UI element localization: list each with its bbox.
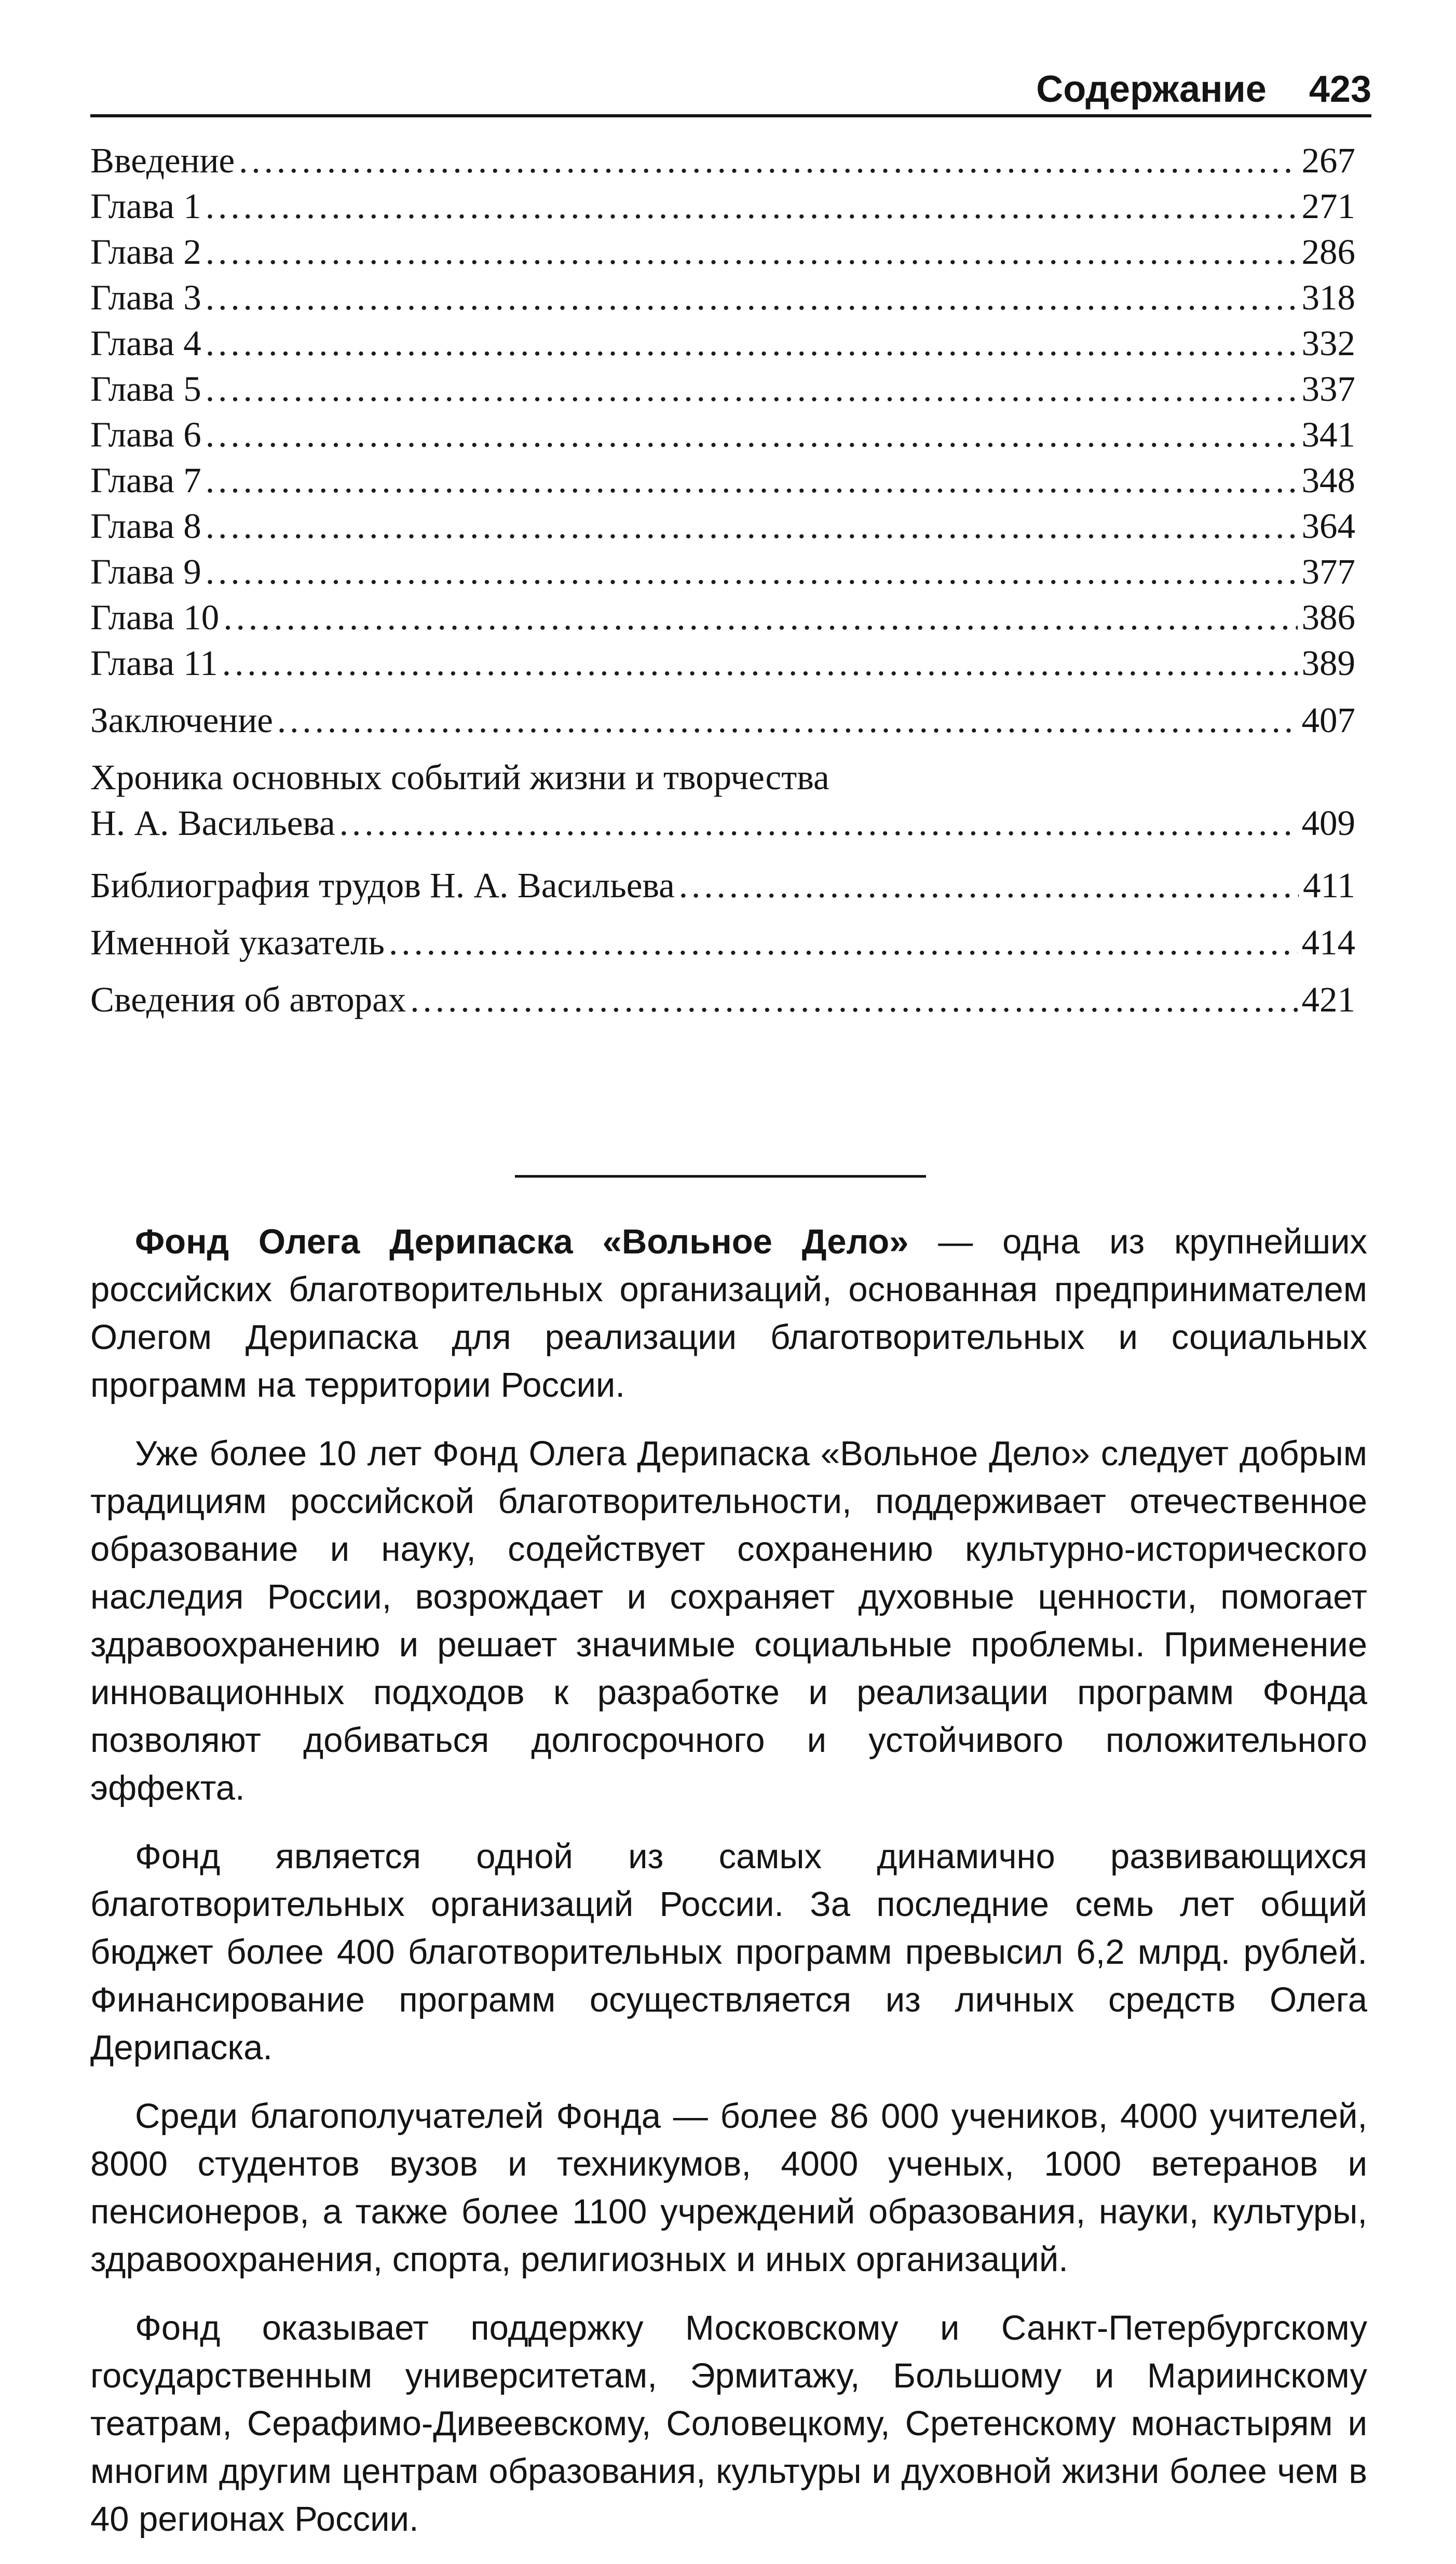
- toc-entry-chapter-3: [90, 275, 1355, 320]
- toc-dot-leader: [277, 697, 1298, 743]
- foundation-paragraph: Уже более 10 лет Фонд Олега Дерипаска «Вольное Дело» следует добрым традициям российской благотворительности, поддерживает отечественное образование и науку, содействует сохранению культурно-исторического наследия России, возрождает и сохраняет духовные ценности, помогает здравоохранению и решает значимые социальные проблемы. Применение инновационных подходов к разработке и реализации программ Фонда позволяют добиваться долгосрочного и устойчивого положительного эффекта.: [90, 1434, 1367, 1807]
- toc-dot-leader: [206, 229, 1298, 275]
- toc-dot-leader: [339, 800, 1298, 846]
- toc-entry-label: Глава 10: [90, 598, 220, 637]
- toc-entry-label: Библиография трудов Н. А. Васильева: [90, 866, 675, 905]
- toc-entry-chapter-2: [90, 229, 1355, 275]
- toc-dot-leader: [239, 138, 1297, 183]
- toc-dot-leader: [206, 457, 1298, 503]
- toc-entry-chapter-6: [90, 412, 1355, 457]
- toc-dot-leader: [206, 320, 1298, 366]
- table-of-contents: [90, 138, 1355, 1022]
- foundation-paragraph: Фонд оказывает поддержку Московскому и Санкт-Петербургскому государственным университетам, Эрмитажу, Большому и Мариинскому театрам, Серафимо-Дивеевскому, Соловецкому, Сретенскому монастырям и многим другим центрам образования, культуры и духовной жизни более чем в 40 регионах России.: [90, 2309, 1367, 2539]
- foundation-intro-text: — одна из крупнейших российских благотворительных организаций, основанная предпринимателем Олегом Дерипаска для реализации благотворительных и социальных программ на территории России.: [90, 1222, 1367, 1405]
- toc-dot-leader: [223, 595, 1297, 640]
- toc-spacer: [90, 908, 1355, 920]
- toc-dot-leader: [206, 503, 1298, 549]
- toc-entry-page: 337: [1301, 369, 1355, 409]
- toc-dot-leader: [222, 640, 1298, 686]
- toc-entry-chapter-5: [90, 366, 1355, 412]
- toc-dot-leader: [389, 920, 1297, 965]
- toc-entry-page: 271: [1301, 186, 1355, 226]
- toc-spacer: [90, 743, 1355, 754]
- toc-entry-page: 407: [1301, 700, 1355, 740]
- toc-entry-chapter-1: [90, 183, 1355, 229]
- toc-entry-label: Глава 2: [90, 232, 201, 272]
- toc-entry-page: 267: [1301, 141, 1355, 180]
- toc-dot-leader: [206, 183, 1298, 229]
- running-header-title: Содержание: [1036, 69, 1267, 110]
- toc-entry-label: Глава 3: [90, 278, 201, 317]
- toc-entry-page: 414: [1301, 923, 1355, 962]
- toc-entry-label: Именной указатель: [90, 923, 385, 962]
- running-header: [90, 62, 1371, 117]
- toc-entry-bibliography: [90, 862, 1355, 908]
- toc-entry-conclusion: [90, 697, 1355, 743]
- toc-spacer: [90, 965, 1355, 977]
- toc-dot-leader: [206, 549, 1298, 595]
- toc-entry-page: 411: [1303, 866, 1355, 905]
- toc-dot-leader: [206, 412, 1298, 457]
- toc-entry-label: Глава 8: [90, 506, 201, 546]
- page-number: 423: [1309, 69, 1371, 110]
- toc-entry-page: 318: [1301, 278, 1355, 317]
- toc-entry-chapter-10: [90, 595, 1355, 640]
- toc-entry-label: Глава 4: [90, 323, 201, 363]
- toc-entry-label: Глава 7: [90, 461, 201, 500]
- toc-entry-chronicle-last-line: [90, 800, 1355, 846]
- toc-entry-label: Глава 5: [90, 369, 201, 409]
- toc-entry-label: Заключение: [90, 700, 273, 740]
- toc-entry-about-authors: [90, 977, 1355, 1022]
- toc-entry-page: 348: [1301, 461, 1355, 500]
- toc-entry-label: Введение: [90, 141, 235, 180]
- toc-entry-page: 386: [1301, 598, 1355, 637]
- toc-entry-name-index: [90, 920, 1355, 965]
- section-separator-rule: [515, 1175, 926, 1178]
- toc-entry-chapter-4: [90, 320, 1355, 366]
- toc-entry-label: Глава 1: [90, 186, 201, 226]
- toc-spacer: [90, 846, 1355, 862]
- toc-entry-introduction: [90, 138, 1355, 183]
- toc-entry-chapter-9: [90, 549, 1355, 595]
- foundation-intro-paragraph: [90, 1218, 1367, 1409]
- toc-entry-page: 421: [1301, 980, 1355, 1019]
- toc-dot-leader: [206, 275, 1298, 320]
- toc-entry-label: Глава 11: [90, 643, 218, 683]
- foundation-name: Фонд Олега Дерипаска «Вольное Дело»: [135, 1222, 909, 1261]
- toc-entry-chapter-8: [90, 503, 1355, 549]
- toc-entry-page: 341: [1301, 415, 1355, 454]
- foundation-paragraph: Фонд является одной из самых динамично развивающихся благотворительных организаций России. За последние семь лет общий бюджет более 400 благотворительных программ превысил 6,2 млрд. рублей. Финансирование программ осуществляется из личных средств Олега Дерипаска.: [90, 1837, 1367, 2067]
- toc-entry-chronicle: [90, 754, 1355, 846]
- foundation-paragraph: Среди благополучателей Фонда — более 86 000 учеников, 4000 учителей, 8000 студентов вузов и техникумов, 4000 ученых, 1000 ветеранов и пенсионеров, а также более 1100 учреждений образования, науки, культуры, здравоохранения, спорта, религиозных и иных организаций.: [90, 2097, 1367, 2279]
- toc-entry-label: Глава 9: [90, 552, 201, 591]
- toc-dot-leader: [410, 977, 1297, 1022]
- toc-entry-page: 332: [1301, 323, 1355, 363]
- toc-entry-page: 286: [1301, 232, 1355, 272]
- toc-entry-chapter-11: [90, 640, 1355, 686]
- toc-entry-label: Сведения об авторах: [90, 980, 406, 1019]
- toc-entry-chapter-7: [90, 457, 1355, 503]
- toc-entry-page: 389: [1301, 643, 1355, 683]
- toc-entry-page: 409: [1301, 803, 1355, 843]
- toc-entry-page: 364: [1301, 506, 1355, 546]
- toc-spacer: [90, 686, 1355, 697]
- foundation-description: [90, 1218, 1367, 2564]
- toc-entry-label: Глава 6: [90, 415, 201, 454]
- toc-dot-leader: [206, 366, 1298, 412]
- toc-entry-page: 377: [1301, 552, 1355, 591]
- toc-entry-label-line1: Хроника основных событий жизни и творчества: [90, 758, 829, 797]
- toc-dot-leader: [679, 862, 1299, 908]
- toc-entry-label: Н. А. Васильева: [90, 803, 335, 843]
